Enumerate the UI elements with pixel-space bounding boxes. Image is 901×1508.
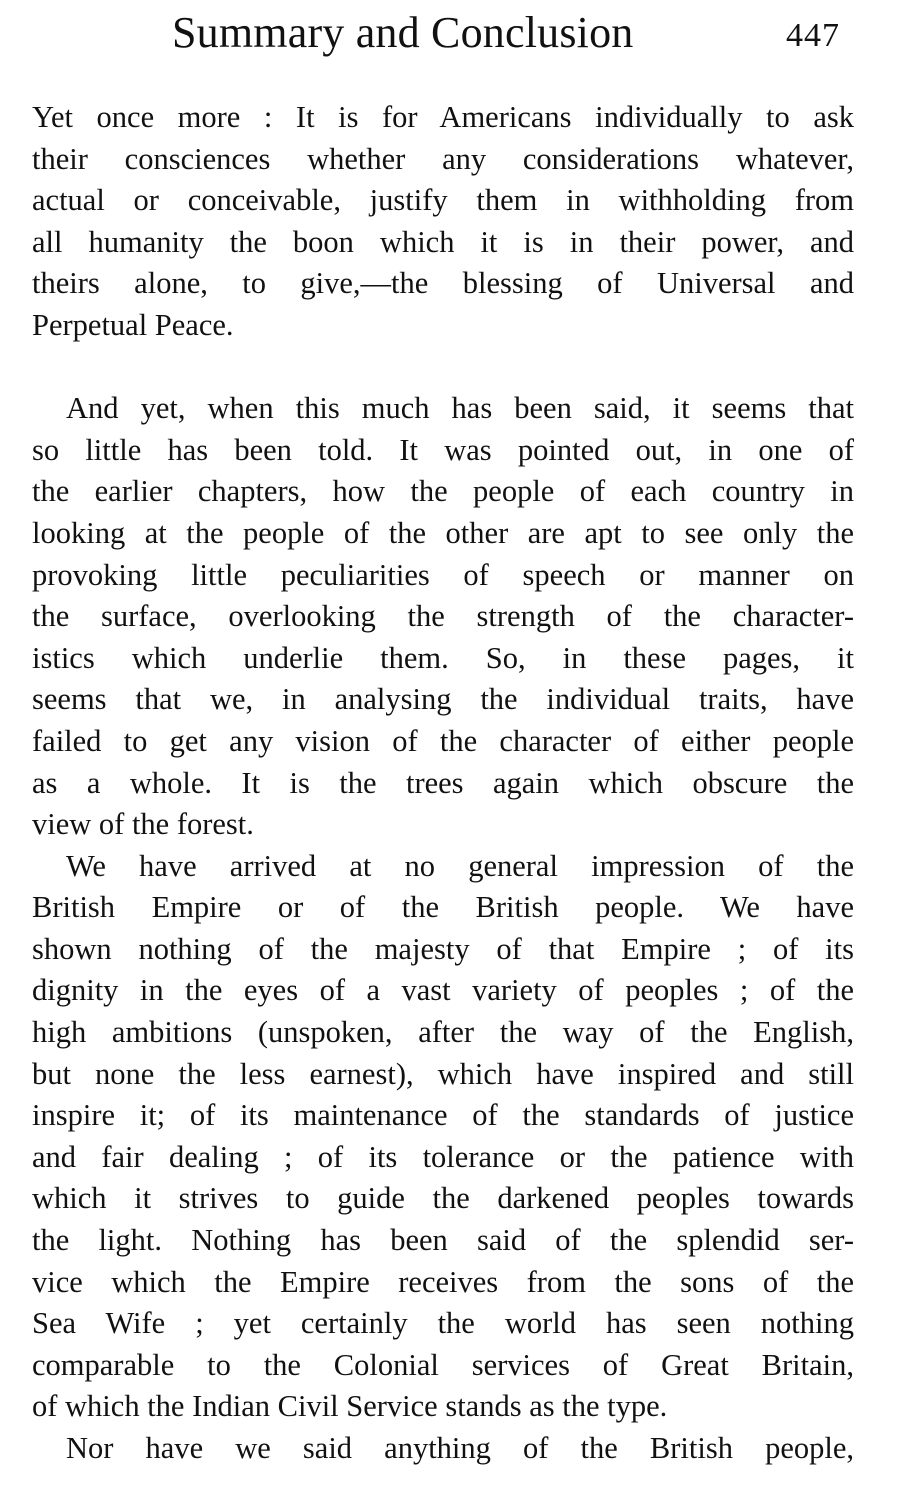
text-line: provoking little peculiarities of speech or manner on [32, 557, 854, 592]
text-line: seems that we, in analysing the individual traits, have [32, 682, 854, 717]
text-line: so little has been told. It was pointed out, in one of [32, 432, 854, 467]
text-line: Nor have we said anything of the British people, [66, 1431, 854, 1465]
text-line: Sea Wife ; yet certainly the world has seen nothing [32, 1306, 854, 1341]
text-line: Yet once more : It is for Americans individually to ask [32, 100, 854, 134]
text-line: comparable to the Colonial services of Great Britain, [32, 1347, 854, 1382]
text-line: shown nothing of the majesty of that Empire ; of its [32, 931, 854, 966]
text-line: their consciences whether any considerations whatever, [32, 141, 854, 176]
text-line: the earlier chapters, how the people of each country in [32, 474, 854, 509]
text-line: the light. Nothing has been said of the splendid ser- [32, 1223, 854, 1258]
text-line: and fair dealing ; of its tolerance or the patience with [32, 1139, 854, 1174]
text-line: view of the forest. [32, 807, 254, 842]
paragraph-3 [32, 846, 854, 1428]
text-line: actual or conceivable, justify them in withholding from [32, 183, 854, 218]
running-head [0, 8, 901, 58]
text-line: high ambitions (unspoken, after the way of the English, [32, 1015, 854, 1050]
running-title: Summary and Conclusion [172, 8, 634, 57]
page-number: 447 [786, 17, 840, 54]
text-line: as a whole. It is the trees again which obscure the [32, 765, 854, 800]
paragraph-1 [32, 97, 854, 347]
text-line: We have arrived at no general impression of the [66, 848, 854, 883]
text-line: inspire it; of its maintenance of the standards of justice [32, 1098, 854, 1133]
text-line: vice which the Empire receives from the sons of the [32, 1264, 854, 1299]
paragraph-2 [32, 388, 854, 846]
paragraph-4 [32, 1428, 854, 1470]
text-line: British Empire or of the British people. We have [32, 890, 854, 925]
text-line: the surface, overlooking the strength of the character- [32, 599, 854, 634]
text-line: which it strives to guide the darkened peoples towards [32, 1181, 854, 1216]
text-line: istics which underlie them. So, in these pages, it [32, 640, 854, 675]
text-line: all humanity the boon which it is in their power, and [32, 224, 854, 259]
text-line: failed to get any vision of the character of either people [32, 723, 854, 758]
body-text [32, 97, 854, 1470]
text-line: but none the less earnest), which have inspired and still [32, 1056, 854, 1091]
text-line: of which the Indian Civil Service stands as the type. [32, 1389, 668, 1424]
text-line: And yet, when this much has been said, it seems that [66, 391, 854, 426]
section-break [32, 347, 854, 389]
text-line: dignity in the eyes of a vast variety of peoples ; of the [32, 973, 854, 1008]
text-line: looking at the people of the other are apt to see only the [32, 515, 854, 550]
text-line: theirs alone, to give,—the blessing of Universal and [32, 266, 854, 301]
text-line: Perpetual Peace. [32, 307, 234, 342]
